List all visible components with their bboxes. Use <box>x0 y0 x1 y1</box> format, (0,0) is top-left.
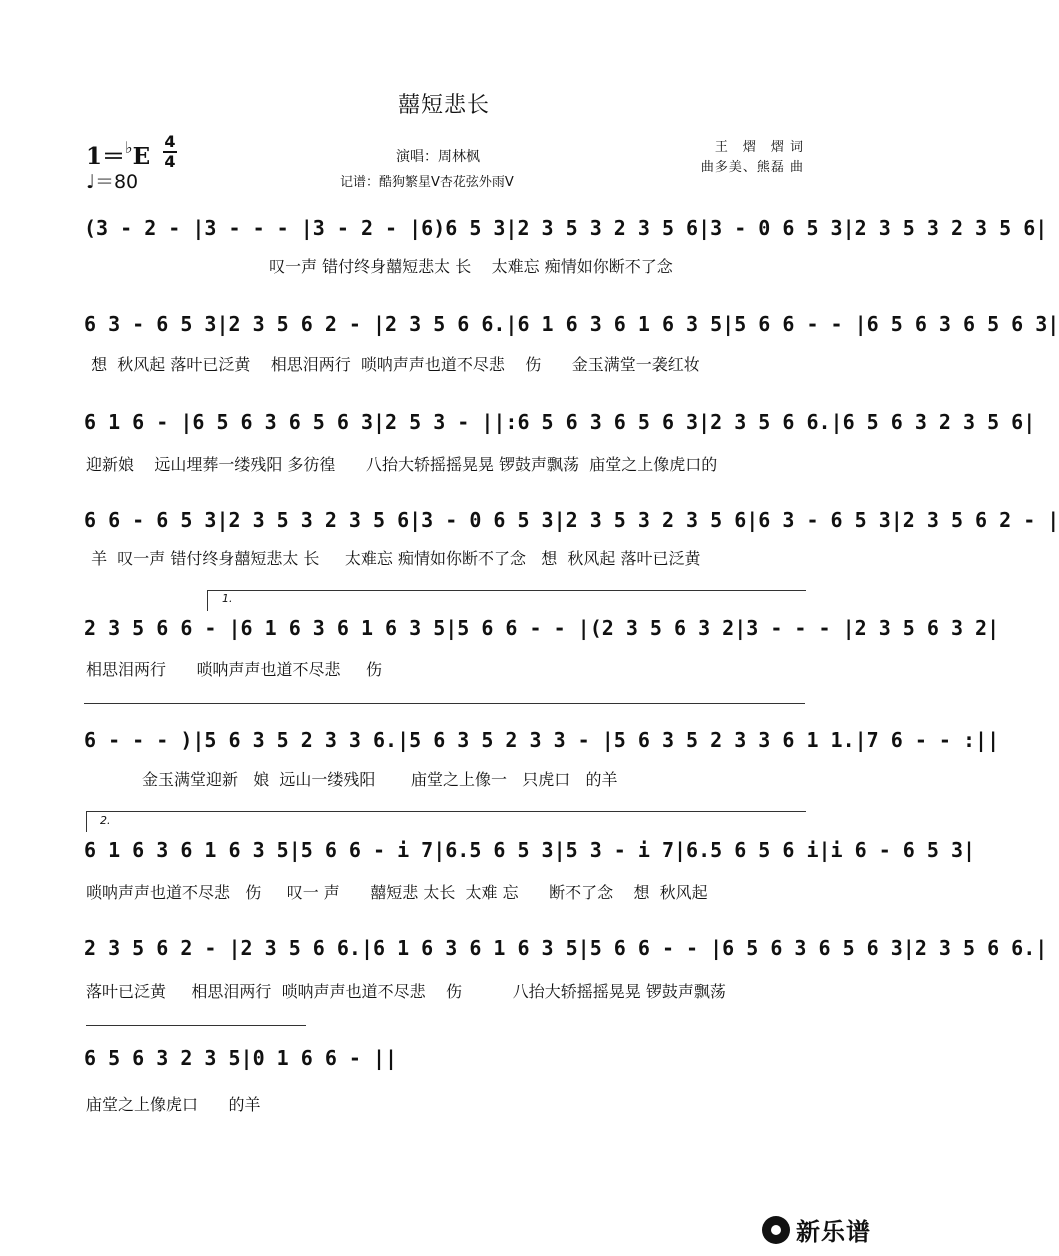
second-ending-label: 2. <box>100 814 111 827</box>
key-note: E <box>132 143 151 170</box>
time-signature-top: 4 <box>164 132 176 151</box>
notation-line-4: 6 6 - 6 5 3|2 3 5 3 2 3 5 6|3 - 0 6 5 3|2 3 5 3 2 3 5 6|6 3 - 6 5 3|2 3 5 6 2 - | <box>84 508 1059 532</box>
key-prefix: 1＝ <box>86 143 126 170</box>
first-ending-bracket <box>207 590 806 611</box>
first-ending-label: 1. <box>222 592 233 605</box>
time-signature-bottom: 4 <box>164 152 176 171</box>
time-signature <box>163 134 177 170</box>
site-logo <box>762 1212 871 1247</box>
lyric-line-8: 落叶已泛黄 相思泪两行 唢呐声声也道不尽悲 伤 八抬大轿摇摇晃晃 锣鼓声飘荡 <box>86 982 726 1001</box>
transcriber-credit: 记谱：酷狗繁星V杏花弦外雨V <box>340 175 514 190</box>
singer-credit: 演唱：周林枫 <box>396 149 480 165</box>
lyricist-credit: 王 熠 熠 词 <box>714 140 804 155</box>
notation-line-8: 2 3 5 6 2 - |2 3 5 6 6.|6 1 6 3 6 1 6 3 5|5 6 6 - - |6 5 6 3 6 5 6 3|2 3 5 6 6.| <box>84 936 1048 960</box>
lyric-line-6: 金玉满堂迎新 娘 远山一缕残阳 庙堂之上像一 只虎口 的羊 <box>86 770 618 789</box>
notation-line-5: 2 3 5 6 6 - |6 1 6 3 6 1 6 3 5|5 6 6 - - |(2 3 5 6 3 2|3 - - - |2 3 5 6 3 2| <box>84 616 1000 640</box>
notation-line-3: 6 1 6 - |6 5 6 3 6 5 6 3|2 5 3 - ||:6 5 6 3 6 5 6 3|2 3 5 6 6.|6 5 6 3 2 3 5 6| <box>84 410 1036 434</box>
logo-text: 新乐谱 <box>796 1218 871 1246</box>
notation-line-1: (3 - 2 - |3 - - - |3 - 2 - |6)6 5 3|2 3 5 3 2 3 5 6|3 - 0 6 5 3|2 3 5 3 2 3 5 6| <box>84 216 1048 240</box>
flat-sign: ♭ <box>125 138 133 157</box>
tempo-marking: ♩＝80 <box>86 171 139 193</box>
final-system-bracket <box>86 1025 306 1026</box>
lyric-line-9: 庙堂之上像虎口 的羊 <box>86 1095 261 1114</box>
lyric-line-2: 想 秋风起 落叶已泛黄 相思泪两行 唢呐声声也道不尽悲 伤 金玉满堂一袭红妆 <box>86 355 700 374</box>
lyric-line-5: 相思泪两行 唢呐声声也道不尽悲 伤 <box>86 660 382 679</box>
notation-line-6: 6 - - - )|5 6 3 5 2 3 3 6.|5 6 3 5 2 3 3 - |5 6 3 5 2 3 3 6 1 1.|7 6 - - :|| <box>84 728 1000 752</box>
lyric-line-4: 羊 叹一声 错付终身囍短悲太 长 太难忘 痴情如你断不了念 想 秋风起 落叶已泛黄 <box>86 549 701 568</box>
notation-line-9: 6 5 6 3 2 3 5|0 1 6 6 - || <box>84 1046 398 1070</box>
record-disc-icon <box>762 1216 790 1244</box>
lyric-line-1: 叹一声 错付终身囍短悲太 长 太难忘 痴情如你断不了念 <box>86 257 673 276</box>
notation-line-7: 6 1 6 3 6 1 6 3 5|5 6 6 - i 7|6.5 6 5 3|5 3 - i 7|6.5 6 5 6 i|i 6 - 6 5 3| <box>84 838 976 862</box>
first-ending-extension <box>84 703 805 704</box>
lyric-line-3: 迎新娘 远山埋葬一缕残阳 多彷徨 八抬大轿摇摇晃晃 锣鼓声飘荡 庙堂之上像虎口的 <box>86 455 718 474</box>
second-ending-bracket <box>86 811 806 832</box>
composer-credit: 曲多美、熊磊 曲 <box>700 160 804 175</box>
notation-line-2: 6 3 - 6 5 3|2 3 5 6 2 - |2 3 5 6 6.|6 1 6 3 6 1 6 3 5|5 6 6 - - |6 5 6 3 6 5 6 3| <box>84 312 1059 336</box>
song-title: 囍短悲长 <box>397 93 490 118</box>
lyric-line-7: 唢呐声声也道不尽悲 伤 叹一 声 囍短悲 太长 太难 忘 断不了念 想 秋风起 <box>86 883 708 902</box>
